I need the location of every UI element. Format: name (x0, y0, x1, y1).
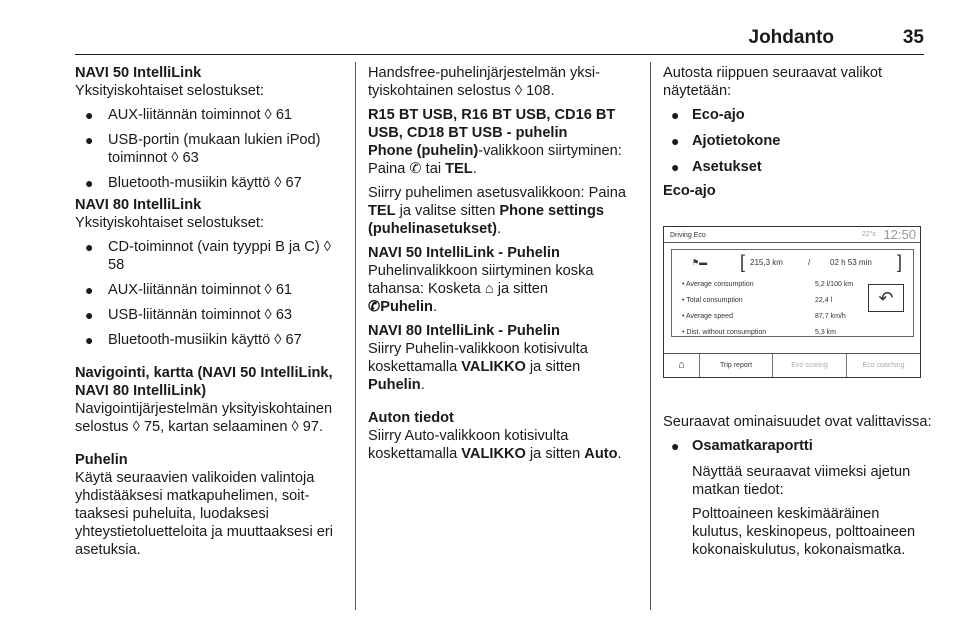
stat-label: • Dist. without consumption (682, 329, 767, 336)
bullet-icon: ● (671, 107, 680, 123)
tab-eco-coaching[interactable]: Eco coaching (862, 362, 905, 369)
screen-tab-bar (664, 353, 920, 377)
bullet-icon: ● (85, 307, 94, 323)
screen-title: Driving Eco (670, 232, 706, 239)
section-heading: NAVI 80 IntelliLink (75, 197, 202, 213)
bullet-icon: ● (85, 239, 94, 255)
paragraph: Näyttää seuraavat viimeksi ajetun matkan tiedot: (692, 464, 911, 498)
paragraph: Yksityiskohtaiset selostukset: (75, 215, 264, 231)
column-2 (368, 64, 638, 463)
section-heading: Navigointi, kartta (NAVI 50 IntelliLink, NAVI 80 IntelliLink) (75, 365, 333, 399)
list-item: ● USB-portin (mukaan lukien iPod) toiminnot ◊ 63 (85, 132, 321, 166)
column-1 (75, 64, 345, 559)
clock-readout: 12:50 (883, 227, 916, 242)
trip-separator: / (808, 258, 811, 267)
reset-arrow-icon: ↶ (878, 288, 894, 308)
paragraph: Autosta riippuen seuraavat valikot näytetään: (663, 65, 883, 99)
bullet-icon: ● (85, 132, 94, 148)
list-item: ● Bluetooth-musiikin käyttö ◊ 67 (85, 332, 302, 348)
stat-label: • Average consumption (682, 281, 754, 288)
trip-duration: 02 h 53 min (830, 258, 872, 267)
section-heading: NAVI 50 IntelliLink - Puhelin (368, 245, 560, 261)
list-item: ● USB-liitännän toiminnot ◊ 63 (85, 307, 293, 323)
section-heading: Puhelin (75, 452, 128, 468)
list-item: ● AUX-liitännän toiminnot ◊ 61 (85, 107, 293, 123)
trip-flag-car-icon: ⚑▬ (692, 258, 708, 267)
paragraph: Siirry Puhelin-valikkoon kotisivulta koskettamalla VALIKKO ja sitten Puhelin. (368, 341, 588, 393)
paragraph: Käytä seuraavien valikoiden valintoja yhdistääksesi matkapuhelimen, soittaaksesi puheluita, luodaksesi yhteystietoluetteloita ja muuttaaksesi eri asetuksia. (75, 470, 333, 558)
bracket-right: ] (897, 252, 903, 272)
paragraph: Yksityiskohtaiset selostukset: (75, 83, 264, 99)
paragraph: Phone (puhelin)-valikkoon siirtyminen: Paina ✆ tai TEL. (368, 143, 622, 177)
page-number: 35 (902, 27, 924, 48)
temperature-readout: 22°c (861, 231, 876, 238)
page-header (0, 29, 960, 51)
stat-label: • Average speed (682, 313, 733, 320)
chapter-title: Johdanto (748, 27, 834, 48)
stat-value: 5,3 km (815, 329, 837, 336)
tab-eco-scoring[interactable]: Eco scoring (773, 354, 847, 377)
list-item: ● Ajotietokone (671, 133, 781, 149)
paragraph: Seuraavat ominaisuudet ovat valittavissa: (663, 414, 932, 430)
eco-driving-screen (663, 226, 921, 378)
list-item: ● Bluetooth-musiikin käyttö ◊ 67 (85, 175, 302, 191)
paragraph: Siirry puhelimen asetusvalikkoon: Paina TEL ja valitse sitten Phone settings (puhelinasetukset). (368, 185, 626, 237)
bullet-icon: ● (671, 133, 680, 149)
paragraph: Navigointijärjestelmän yksityiskohtainen selostus ◊ 75, kartan selaaminen ◊ 97. (75, 401, 333, 435)
paragraph: Siirry Auto-valikkoon kotisivulta koskettamalla VALIKKO ja sitten Auto. (368, 428, 622, 462)
column-3 (663, 64, 933, 565)
column-divider (650, 62, 651, 610)
reset-button[interactable] (868, 284, 904, 312)
list-item: ● Eco-ajo (671, 107, 745, 123)
paragraph: Polttoaineen keskimääräinen kulutus, keskinopeus, polttoaineen kokonaiskulutus, kokonaismatka. (692, 506, 916, 558)
column-divider (355, 62, 356, 610)
paragraph: Puhelinvalikkoon siirtyminen koska tahansa: Kosketa ⌂ ja sitten ✆Puhelin. (368, 263, 594, 315)
bullet-icon: ● (671, 438, 680, 454)
tab-trip-report[interactable]: Trip report (700, 354, 773, 377)
stat-value: 87,7 km/h (815, 313, 846, 320)
bullet-icon: ● (671, 159, 680, 175)
trip-report-panel (671, 249, 914, 337)
bullet-icon: ● (85, 175, 94, 191)
section-heading: R15 BT USB, R16 BT USB, CD16 BT USB, CD18 BT USB - puhelin (368, 107, 616, 141)
bullet-icon: ● (85, 282, 94, 298)
bracket-left: [ (740, 252, 746, 272)
list-item: ● Asetukset (671, 159, 762, 175)
stat-value: 5,2 l/100 km (815, 281, 854, 288)
section-heading: NAVI 80 IntelliLink - Puhelin (368, 323, 560, 339)
section-heading: NAVI 50 IntelliLink (75, 65, 202, 81)
section-heading: Eco-ajo (663, 183, 716, 199)
paragraph: Handsfree-puhelinjärjestelmän yksityiskohtainen selostus ◊ 108. (368, 65, 600, 99)
section-heading: Auton tiedot (368, 410, 454, 426)
stat-value: 22,4 l (815, 297, 833, 304)
bullet-icon: ● (85, 332, 94, 348)
header-rule (75, 54, 924, 55)
list-item: ● Osamatkaraportti (671, 438, 813, 454)
bullet-icon: ● (85, 107, 94, 123)
list-item: ● CD-toiminnot (vain tyyppi B ja C) ◊ 58 (85, 239, 331, 273)
stat-label: • Total consumption (682, 297, 743, 304)
home-icon[interactable]: ⌂ (664, 354, 700, 377)
list-item: ● AUX-liitännän toiminnot ◊ 61 (85, 282, 293, 298)
trip-distance: 215,3 km (750, 258, 783, 267)
screen-status-bar (664, 227, 920, 243)
